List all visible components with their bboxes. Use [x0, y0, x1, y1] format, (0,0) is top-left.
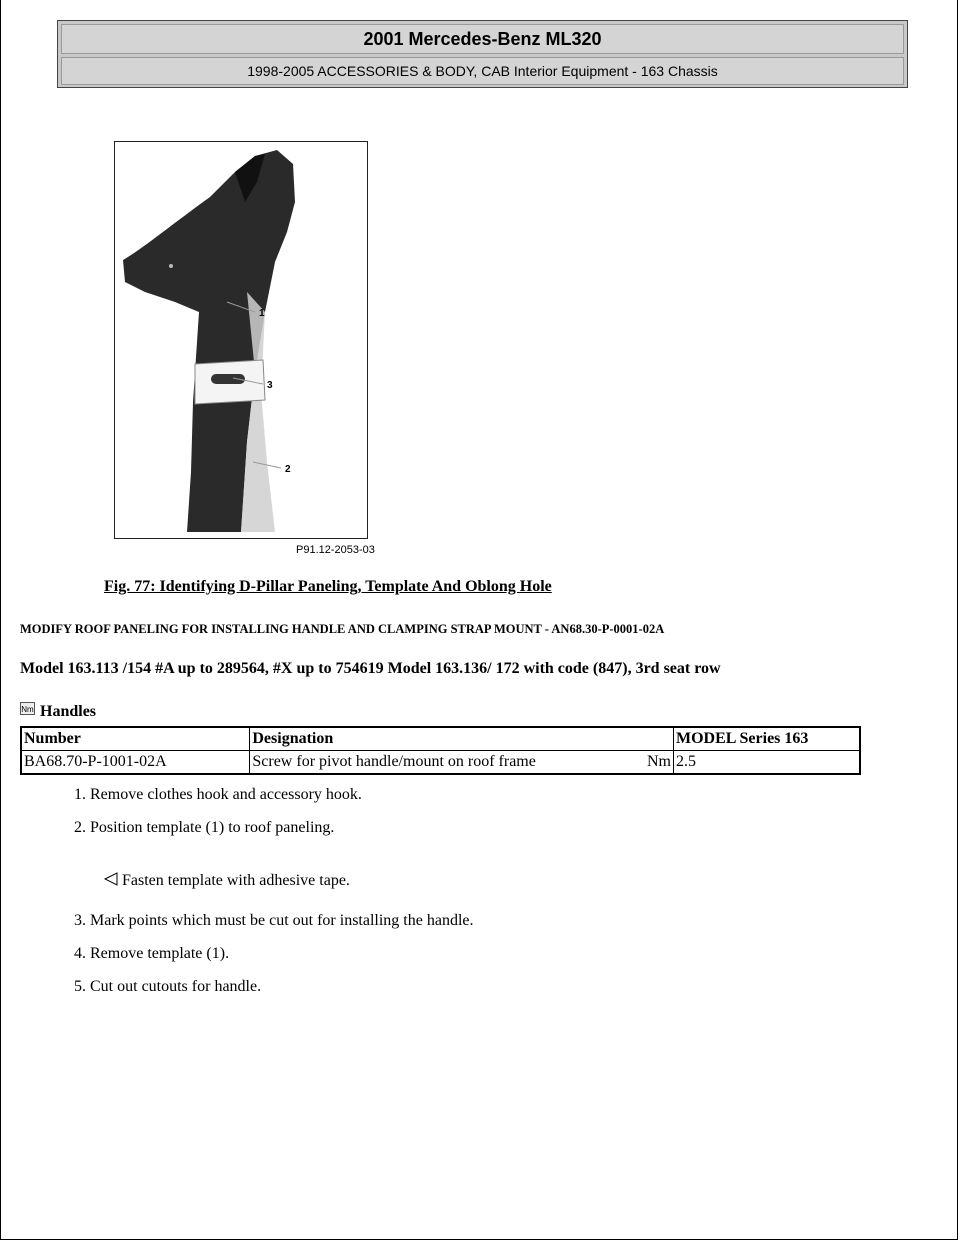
mount-dot	[169, 264, 173, 268]
cell-designation	[250, 751, 674, 775]
designation-text: Screw for pivot handle/mount on roof frame	[252, 753, 536, 770]
d-pillar-illustration	[115, 142, 367, 538]
header-designation: Designation	[250, 727, 674, 751]
note-arrow-icon	[104, 872, 118, 886]
table-label: Handles	[40, 703, 97, 720]
model-heading: Model 163.113 /154 #A up to 289564, #X up to 754619 Model 163.136/ 172 with code (847), 3rd seat row	[20, 660, 721, 677]
callout-2: 2	[285, 464, 291, 475]
header-title: 2001 Mercedes-Benz ML320	[61, 24, 904, 54]
figure-caption[interactable]: Fig. 77: Identifying D-Pillar Paneling, Template And Oblong Hole	[104, 578, 552, 595]
table-header-row	[21, 727, 860, 751]
figure-code: P91.12-2053-03	[296, 544, 375, 556]
header-number: Number	[21, 727, 250, 751]
callout-1: 1	[259, 308, 265, 319]
cell-value: 2.5	[673, 751, 860, 775]
note-text: Fasten template with adhesive tape.	[122, 872, 350, 889]
step-item: 3. Mark points which must be cut out for installing the handle.	[74, 912, 474, 929]
section-heading: MODIFY ROOF PANELING FOR INSTALLING HANDLE AND CLAMPING STRAP MOUNT - AN68.30-P-0001-02A	[20, 622, 665, 636]
header-model-series: MODEL Series 163	[673, 727, 860, 751]
page-header	[57, 20, 908, 88]
cell-number: BA68.70-P-1001-02A	[21, 751, 250, 775]
step-item: 1. Remove clothes hook and accessory hook.	[74, 786, 362, 803]
callout-3: 3	[267, 380, 273, 391]
torque-table	[20, 726, 861, 775]
step-item: 2. Position template (1) to roof paneling.	[74, 819, 335, 836]
note	[104, 872, 350, 890]
step-item: 5. Cut out cutouts for handle.	[74, 978, 262, 995]
torque-nm-icon: Nm	[20, 702, 35, 715]
unit-text: Nm	[646, 753, 671, 770]
figure-d-pillar	[114, 141, 368, 539]
pillar-panel	[123, 150, 295, 532]
header-subtitle: 1998-2005 ACCESSORIES & BODY, CAB Interior Equipment - 163 Chassis	[61, 57, 904, 85]
step-item: 4. Remove template (1).	[74, 945, 230, 962]
table-row	[21, 751, 860, 775]
